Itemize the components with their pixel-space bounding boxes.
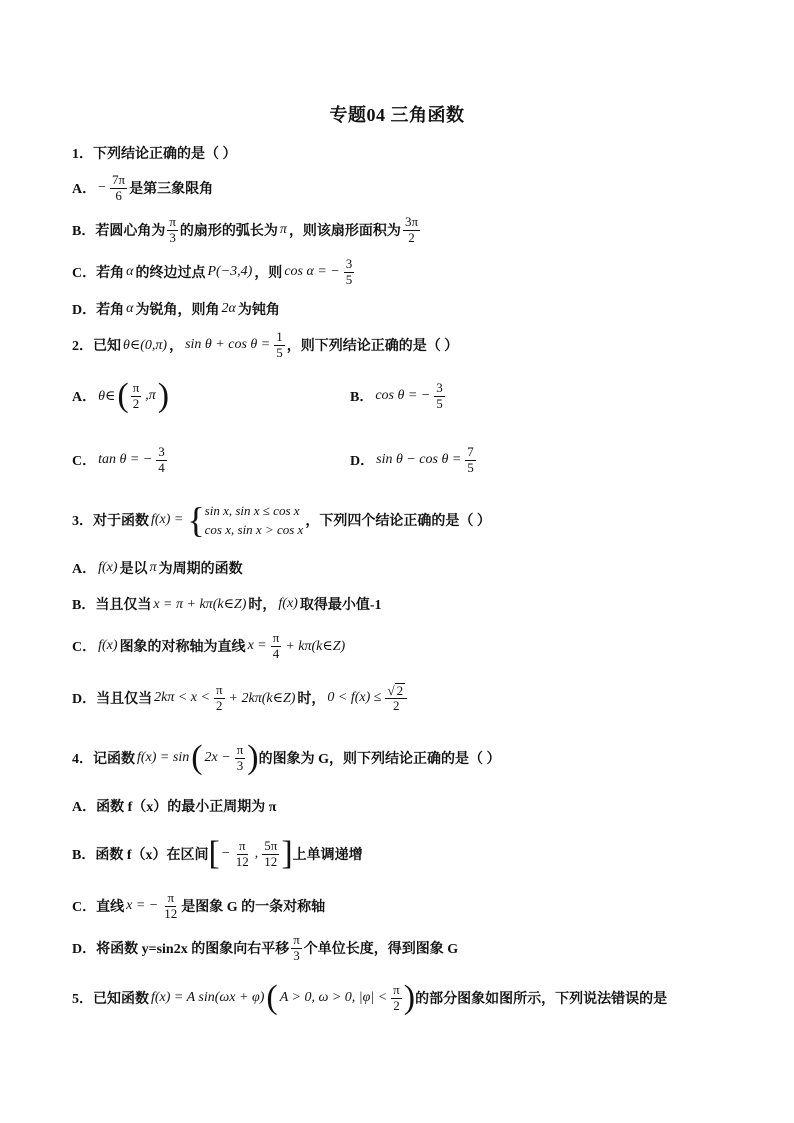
q1-b-num2: 3π [404, 214, 419, 230]
q3-d-sqrt-radicand: 2 [396, 682, 404, 698]
q2-stem [72, 325, 458, 365]
q3-brace-symbol: { [187, 500, 205, 540]
q3-stem-prefix: 3．对于函数 [72, 514, 149, 529]
q1-c-num: 3 [345, 256, 353, 272]
q2-a-tail: ,π [145, 388, 156, 403]
q3-row1: sin x, sin x ≤ cos x [204, 502, 300, 518]
q4-paren-left: ( [191, 739, 203, 776]
q1-b-fraction1 [167, 215, 178, 245]
q5-stem-cond: A > 0, ω > 0, |φ| < [279, 990, 388, 1005]
q1-option-a [72, 168, 213, 208]
q2-c-expr: tan θ = − [98, 452, 153, 467]
q1-c-expr: cos α = − [284, 264, 340, 279]
q1-a-num: 7π [112, 172, 126, 188]
q2-d-num: 7 [467, 444, 474, 460]
q4-c-x: x = − [126, 898, 159, 913]
q2-a-fraction [131, 381, 142, 411]
q2-c-prefix: C． [72, 454, 97, 469]
q2-c-den: 4 [158, 459, 165, 475]
q3-c-fraction [271, 631, 282, 661]
q2-stem-cond2: sin θ + cos θ = [185, 337, 271, 352]
q2-a-paren-right: ) [157, 377, 170, 414]
q4-stem-prefix: 4．记函数 [72, 752, 135, 767]
q5-stem-fraction [391, 983, 402, 1013]
q4-b-num1: π [238, 838, 246, 854]
q2-stem-suffix: ，则下列结论正确的是（ ） [286, 339, 459, 354]
q3-d-fraction1 [214, 683, 225, 713]
q4-stem-in: 2x − [204, 750, 231, 765]
q4-stem-f: f(x) = sin [137, 750, 190, 765]
q4-b-fraction2 [262, 839, 279, 869]
q4-stem-suffix: 的图象为 G，则下列结论正确的是（ ） [258, 752, 501, 767]
q3-d-prefix: D．当且仅当 [72, 692, 153, 707]
q4-d-fraction [291, 933, 302, 963]
q5-paren-right: ) [403, 979, 416, 1016]
q1-b-fraction2 [403, 215, 420, 245]
q3-piecewise [187, 501, 303, 540]
q4-b-bracket-right: ] [281, 835, 293, 872]
q4-paren-right: ) [247, 739, 259, 776]
q4-stem [72, 738, 501, 778]
q4-d-prefix: D．将函数 y=sin2x 的图象向右平移 [72, 942, 290, 957]
q3-d-fraction2 [385, 683, 407, 714]
q5-stem-suffix: 的部分图象如图所示，下列说法错误的是 [415, 992, 668, 1007]
q2-a-expr: θ∈ [98, 388, 116, 404]
q3-b-expr: x = π + kπ(k∈Z) [153, 596, 247, 612]
q2-stem-num: 1 [276, 329, 283, 345]
q4-stem-den: 3 [236, 757, 244, 773]
q1-c-fraction [344, 257, 355, 287]
q2-d-fraction [465, 445, 476, 475]
q1-d-text: 为钝角 [237, 303, 280, 318]
q1-c-mid2: ，则 [254, 266, 283, 281]
q4-stem-num: π [236, 742, 244, 758]
q4-stem-fraction [235, 743, 246, 773]
q4-c-num: π [167, 890, 175, 906]
q2-a-paren-left: ( [117, 377, 129, 414]
q1-a-fraction [110, 173, 127, 203]
q3-a-mid: 是以 [119, 562, 148, 577]
q1-d-alpha: α [126, 301, 134, 316]
q4-b-comma: , [254, 846, 259, 861]
q1-b-den1: 3 [169, 229, 176, 245]
q1-option-b [72, 210, 422, 250]
q2-stem-den: 5 [276, 344, 283, 360]
q3-b-f: f(x) [278, 596, 298, 611]
q1-a-text: 是第三象限角 [129, 182, 214, 197]
q4-b-bracket-left: [ [208, 835, 220, 872]
q2-d-den: 5 [467, 459, 474, 475]
q2-stem-comma: ， [169, 339, 184, 354]
q1-b-mid2: ，则该扇形面积为 [288, 224, 401, 239]
q5-stem [72, 978, 667, 1018]
q1-c-alpha: α [126, 264, 134, 279]
q3-row2: cos x, sin x > cos x [204, 522, 304, 537]
q3-stem-f: f(x) = [151, 512, 184, 527]
q4-b-num2: 5π [264, 838, 278, 854]
q1-b-den2: 2 [408, 229, 415, 245]
q3-c-num: π [272, 630, 280, 646]
q4-b-neg: − [221, 846, 230, 861]
q2-b-num: 3 [436, 380, 443, 396]
q3-a-pi: π [149, 560, 157, 575]
q1-d-2alpha: 2α [221, 301, 236, 316]
q3-c-prefix: C． [72, 640, 97, 655]
q2-a-prefix: A． [72, 390, 97, 405]
q2-b-den: 5 [436, 395, 443, 411]
q1-c-point: P(−3,4) [207, 264, 253, 279]
q3-d-expr: 2kπ < x < [154, 690, 210, 705]
q4-b-prefix: B．函数 f（x）在区间 [72, 848, 209, 863]
q1-c-den: 5 [345, 271, 353, 287]
q2-stem-prefix: 2．已知 [72, 339, 121, 354]
q3-stem [72, 500, 491, 540]
q3-option-c [72, 626, 347, 666]
q1-option-c [72, 252, 356, 292]
q2-option-b [350, 376, 447, 416]
q1-b-mid: 的扇形的弧长为 [179, 224, 278, 239]
q3-d-tail: + 2kπ(k∈Z) [228, 690, 296, 706]
q3-a-text: 为周期的函数 [158, 562, 243, 577]
q3-b-text: 取得最小值-1 [299, 598, 382, 613]
q2-option-a [72, 376, 169, 416]
q3-c-x: x = [247, 638, 267, 653]
q3-d-mid: 时， [297, 692, 326, 707]
page-title: 专题04 三角函数 [329, 105, 465, 125]
q3-stem-suffix: ，下列四个结论正确的是（ ） [305, 514, 491, 529]
q5-stem-num: π [393, 982, 400, 998]
q4-c-prefix: C．直线 [72, 900, 125, 915]
q4-option-c [72, 886, 325, 926]
q5-stem-f: f(x) = A sin(ωx + φ) [151, 990, 265, 1005]
q2-a-den: 2 [132, 395, 140, 411]
q1-option-d [72, 289, 280, 329]
q3-piecewise-rows [205, 501, 304, 540]
q3-d-num1: π [215, 682, 223, 698]
q2-stem-fraction [274, 330, 285, 360]
q4-option-a [72, 786, 276, 826]
q3-b-mid: 时， [248, 598, 277, 613]
q2-option-d [350, 440, 478, 480]
q1-a-neg: − [98, 180, 107, 195]
q4-c-fraction [162, 891, 179, 921]
q3-d-den2: 2 [393, 698, 400, 713]
q1-a-den: 6 [115, 187, 122, 203]
q4-option-d [72, 928, 458, 968]
q4-c-den: 12 [164, 905, 178, 921]
q1-b-prefix: B．若圆心角为 [72, 224, 166, 239]
q3-d-expr2: 0 < f(x) ≤ [327, 690, 382, 705]
q1-b-pi: π [279, 222, 287, 237]
q3-option-a [72, 548, 243, 588]
q3-a-prefix: A． [72, 562, 97, 577]
q1-c-prefix: C．若角 [72, 266, 125, 281]
q5-stem-prefix: 5．已知函数 [72, 992, 149, 1007]
q4-d-num: π [293, 932, 300, 948]
q3-c-den: 4 [272, 645, 280, 661]
q4-option-b [72, 834, 363, 874]
q4-b-den1: 12 [235, 853, 249, 869]
q3-a-f: f(x) [98, 560, 118, 575]
q2-d-expr: sin θ − cos θ = [376, 452, 462, 467]
q4-b-den2: 12 [264, 853, 278, 869]
q3-c-tail: + kπ(k∈Z) [285, 638, 346, 654]
q3-option-b [72, 584, 382, 624]
q3-d-den1: 2 [216, 697, 223, 713]
q1-d-mid: 为锐角，则角 [135, 303, 220, 318]
q1-b-num1: π [169, 214, 176, 230]
q2-b-fraction [434, 381, 445, 411]
q4-d-den: 3 [293, 947, 300, 963]
q1-stem [72, 133, 237, 173]
q1-c-mid: 的终边过点 [135, 266, 206, 281]
q4-b-fraction1 [234, 839, 251, 869]
q5-stem-den: 2 [393, 997, 400, 1013]
q4-b-text: 上单调递增 [292, 848, 363, 863]
q1-a-prefix: A． [72, 182, 97, 197]
q3-b-prefix: B．当且仅当 [72, 598, 152, 613]
q2-a-num: π [132, 380, 140, 396]
q2-c-num: 3 [158, 444, 165, 460]
q2-c-fraction [156, 445, 167, 475]
q2-stem-cond1: θ∈(0,π) [123, 337, 168, 353]
q2-option-c [72, 440, 169, 480]
q4-d-text: 个单位长度，得到图象 G [303, 942, 459, 957]
q5-paren-left: ( [266, 979, 278, 1016]
q3-d-sqrt-num: √ 2 [385, 683, 407, 699]
q3-c-mid: 图象的对称轴为直线 [119, 640, 246, 655]
q1-d-prefix: D．若角 [72, 303, 125, 318]
q3-option-d [72, 678, 409, 718]
q2-d-prefix: D． [350, 454, 375, 469]
q4-a-text: A．函数 f（x）的最小正周期为 π [72, 800, 277, 815]
q2-b-prefix: B． [350, 390, 374, 405]
q2-b-expr: cos θ = − [375, 388, 431, 403]
q1-stem-text: 1．下列结论正确的是（ ） [72, 147, 237, 162]
q3-c-f: f(x) [98, 638, 118, 653]
q4-c-text: 是图象 G 的一条对称轴 [181, 900, 326, 915]
